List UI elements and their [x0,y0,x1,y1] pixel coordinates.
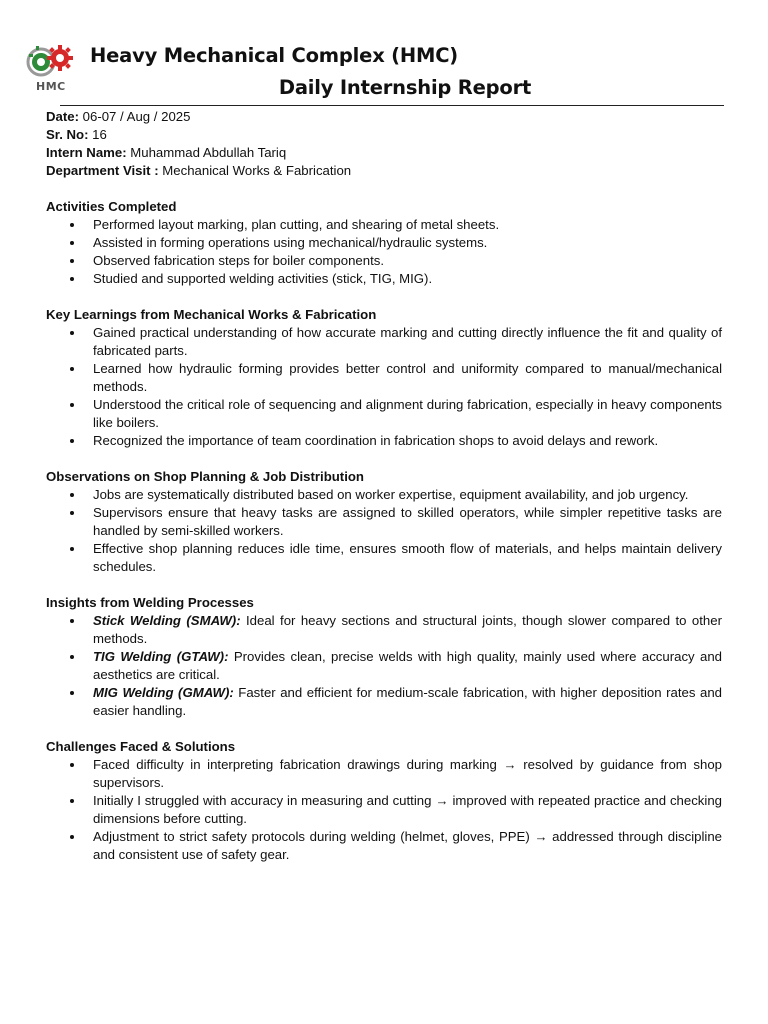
org-title: Heavy Mechanical Complex (HMC) [90,44,459,67]
section-welding [46,594,722,720]
list-item: Jobs are systematically distributed based on worker expertise, equipment availability, and job urgency. [93,486,722,504]
list-item: Understood the critical role of sequencing and alignment during fabrication, especially in heavy components like boilers. [93,397,722,430]
header-divider [60,105,724,106]
item-text: Faster and efficient for medium-scale fabrication, with higher deposition rates and easier handling. [93,685,723,718]
report-title: Daily Internship Report [278,76,532,99]
list-item: Observed fabrication steps for boiler components. [93,252,722,270]
bullet-list [46,486,722,576]
bullet-list [46,216,722,288]
item-lead: MIG Welding (GMAW): [93,685,234,700]
list-item: Supervisors ensure that heavy tasks are assigned to skilled operators, while simpler repetitive tasks are handled by semi-skilled workers. [93,505,722,538]
bullet-list [46,324,722,450]
list-item: Gained practical understanding of how accurate marking and cutting directly influence the fit and quality of fabricated parts. [93,325,722,358]
bullet-list [46,612,722,720]
section-observations [46,468,722,576]
section-learnings [46,306,722,450]
meta-srno: Sr. No: 16 [46,127,107,142]
section-title: Challenges Faced & Solutions [46,739,236,754]
list-item: Performed layout marking, plan cutting, and shearing of metal sheets. [93,216,722,234]
report-body [46,108,722,864]
list-item: Faced difficulty in interpreting fabrication drawings during marking → resolved by guidance from shop supervisors. [93,757,722,790]
bullet-list [46,756,722,864]
section-title: Insights from Welding Processes [46,595,254,610]
list-item: Recognized the importance of team coordination in fabrication shops to avoid delays and rework. [93,432,722,450]
meta-department: Department Visit : Mechanical Works & Fabrication [46,163,352,178]
list-item [93,612,722,648]
list-item: Adjustment to strict safety protocols during welding (helmet, gloves, PPE) → addressed through discipline and consistent use of safety gear. [93,829,722,862]
item-lead: TIG Welding (GTAW): [93,649,229,664]
item-lead: Stick Welding (SMAW): [93,613,241,628]
section-title: Key Learnings from Mechanical Works & Fabrication [46,307,377,322]
list-item: Effective shop planning reduces idle time, ensures smooth flow of materials, and helps maintain delivery schedules. [93,541,722,574]
meta-date: Date: 06-07 / Aug / 2025 [46,109,191,124]
section-title: Activities Completed [46,199,177,214]
section-title: Observations on Shop Planning & Job Distribution [46,469,364,484]
list-item [93,684,722,720]
section-challenges [46,738,722,864]
list-item: Studied and supported welding activities (stick, TIG, MIG). [93,270,722,288]
meta-intern: Intern Name: Muhammad Abdullah Tariq [46,145,287,160]
logo-text: HMC [36,80,66,93]
list-item: Initially I struggled with accuracy in measuring and cutting → improved with repeated practice and checking dimensions before cutting. [93,793,722,826]
list-item: Learned how hydraulic forming provides better control and uniformity compared to manual/mechanical methods. [93,361,722,394]
item-text: Provides clean, precise welds with high quality, mainly used where accuracy and aesthetics are critical. [93,649,722,682]
item-text: Ideal for heavy sections and structural joints, though slower compared to other methods. [93,613,722,646]
list-item [93,648,722,684]
section-activities [46,198,722,288]
list-item: Assisted in forming operations using mechanical/hydraulic systems. [93,234,722,252]
